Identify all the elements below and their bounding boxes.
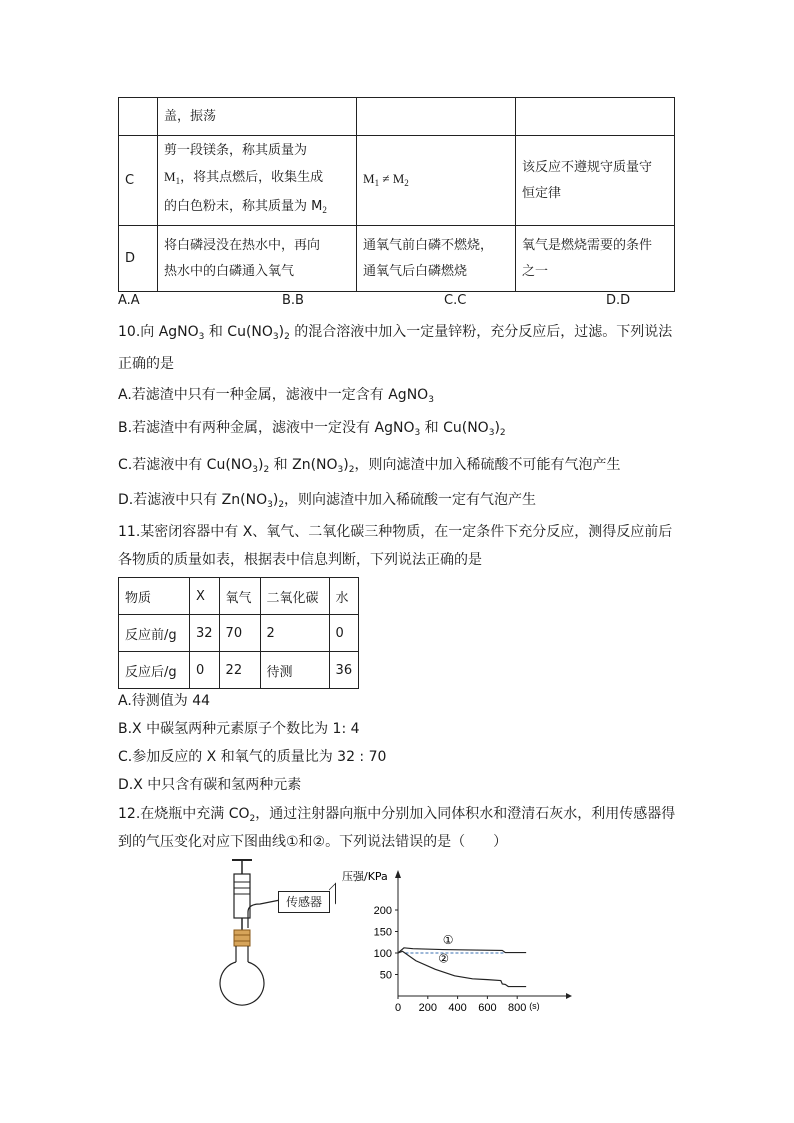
sensor-box: 传感器: [278, 891, 330, 913]
table-cell: 反应前/g: [119, 615, 190, 652]
text-line: 热水中的白磷通入氧气: [164, 263, 295, 279]
text-line: 剪一段镁条，称其质量为: [164, 143, 308, 158]
table-cell: 待测: [260, 652, 329, 689]
text-line: 之一: [522, 263, 549, 279]
table-cell: 0: [329, 615, 359, 652]
x-tick-label: 800: [508, 1002, 527, 1012]
option-a[interactable]: A.A: [118, 293, 140, 308]
curve-2: [398, 951, 526, 986]
header-cell: X: [190, 578, 220, 615]
table-cell: 0: [190, 652, 220, 689]
table-row: [119, 98, 675, 136]
x-tick-label: 0: [394, 1002, 402, 1012]
q12-stem: 12.在烧瓶中充满 $CO_2$，通过注射器向瓶中分别加入同体积水和澄清石灰水，利用传感器得: [118, 806, 676, 824]
x-tick-label: 200: [418, 1002, 437, 1012]
text-line: 该反应不遵规守质量守: [522, 159, 653, 175]
q10-stem-line2: 正确的是: [118, 356, 174, 372]
phenomenon-cell: [357, 226, 516, 292]
q10-stem: 10.向 AgNO$_3$ 和 $Cu(NO_3)_2$ 的混合溶液中加入一定量锌粉，充分反应后，过滤。下列说法: [118, 324, 673, 342]
phenomenon-cell: [357, 98, 516, 136]
text-line: 氧气是燃烧需要的条件: [522, 237, 653, 253]
header-cell: 物质: [119, 578, 190, 615]
table-cell: 反应后/g: [119, 652, 190, 689]
x-axis-arrow: [566, 993, 572, 999]
rubber-stopper: [234, 930, 250, 946]
q10-option-d[interactable]: D.若滤液中只有 $Zn(NO_3)_2$，则向滤渣中加入稀硫酸一定有气泡产生: [118, 492, 537, 510]
text-line: 将白磷浸没在热水中，再向: [164, 237, 321, 253]
pressure-chart: [340, 862, 580, 1012]
conclusion-cell: [516, 226, 675, 292]
table-row: [119, 615, 359, 652]
y-tick-label: 150: [373, 926, 392, 939]
text-line: 的白色粉末，称其质量为 $M_2$: [164, 199, 327, 215]
curve-2-label: ②: [438, 951, 449, 966]
table-row: [119, 226, 675, 292]
row-label: [119, 98, 158, 136]
header-cell: 二氧化碳: [260, 578, 329, 615]
curve-1-label: ①: [442, 932, 454, 947]
text-line: 通氧气后白磷燃烧: [363, 263, 468, 279]
q11-option-a[interactable]: A.待测值为 44: [118, 693, 211, 709]
phenomenon-cell: $M_1 \ne M_2$: [357, 136, 516, 226]
y-tick-label: 100: [373, 948, 392, 960]
sensor-tube: [248, 900, 280, 928]
option-c[interactable]: C.C: [444, 293, 467, 308]
q10-option-a[interactable]: A.若滤渣中只有一种金属，滤液中一定含有 AgNO$_3$: [118, 387, 434, 405]
experiment-table: [118, 97, 675, 292]
option-d[interactable]: D.D: [606, 293, 631, 308]
operation-cell: [158, 226, 357, 292]
header-cell: 水: [329, 578, 359, 615]
q10-option-c[interactable]: C.若滤液中有 $Cu(NO_3)_2$ 和 $Zn(NO_3)_2$，则向滤渣中加入稀硫酸不可能有气泡产生: [118, 457, 621, 475]
q12-stem-line2: 到的气压变化对应下图曲线①和②。下列说法错误的是（ ）: [118, 834, 508, 850]
q11-option-c[interactable]: C.参加反应的 X 和氧气的质量比为 32 : 70: [118, 749, 387, 765]
x-tick-label: 400: [448, 1002, 467, 1012]
y-tick-label: 200: [373, 905, 392, 917]
operation-cell: 盖，振荡: [158, 98, 357, 136]
row-label: D: [119, 226, 158, 292]
table-cell: 32: [190, 615, 220, 652]
header-cell: 氧气: [219, 578, 260, 615]
text-line: 通氧气前白磷不燃烧，: [363, 237, 494, 253]
operation-cell: [158, 136, 357, 226]
row-label: C: [119, 136, 158, 226]
conclusion-cell: [516, 98, 675, 136]
q11-stem-line2: 各物质的质量如表，根据表中信息判断，下列说法正确的是: [118, 552, 482, 568]
table-cell: 36: [329, 652, 359, 689]
option-b[interactable]: B.B: [282, 293, 304, 308]
curve-1: [398, 948, 526, 953]
x-tick-label: 600: [478, 1002, 497, 1012]
mass-table: [118, 577, 359, 689]
table-row: [119, 136, 675, 226]
q10-option-b[interactable]: B.若滤渣中有两种金属，滤液中一定没有 AgNO$_3$ 和 $Cu(NO_3)_2$: [118, 420, 506, 438]
flask-bulb: [220, 962, 264, 1005]
y-axis-label: 压强/KPa: [342, 870, 388, 883]
table-cell: 70: [219, 615, 260, 652]
table-cell: 22: [219, 652, 260, 689]
q11-option-d[interactable]: D.X 中只含有碳和氢两种元素: [118, 777, 302, 793]
y-tick-label: 50: [379, 969, 392, 982]
conclusion-cell: [516, 136, 675, 226]
text-line: $M_1$，将其点燃后，收集生成: [164, 169, 324, 186]
table-row: [119, 652, 359, 689]
q11-stem: 11.某密闭容器中有 X、氧气、二氧化碳三种物质，在一定条件下充分反应，测得反应前后: [118, 524, 673, 540]
table-cell: 2: [260, 615, 329, 652]
q11-option-b[interactable]: B.X 中碳氢两种元素原子个数比为 1: 4: [118, 721, 360, 737]
table-header-row: [119, 578, 359, 615]
text-line: 恒定律: [522, 185, 562, 201]
y-axis-arrow: [395, 870, 401, 878]
apparatus-figure: [215, 852, 335, 1007]
x-unit-label: (s): [529, 1001, 540, 1011]
